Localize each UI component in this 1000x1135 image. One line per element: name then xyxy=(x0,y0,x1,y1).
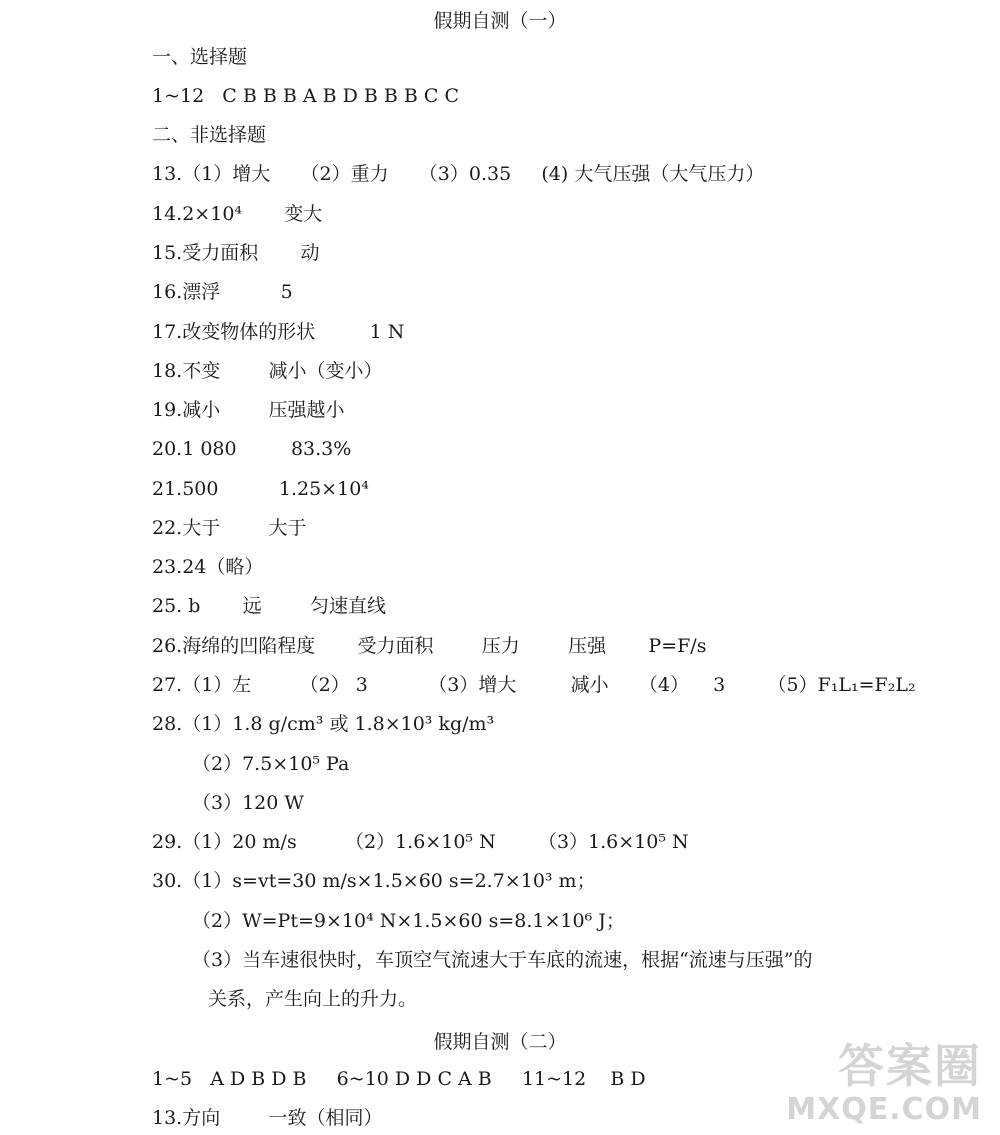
section2-title: 假期自测（二） xyxy=(433,1031,567,1053)
choice-answers: 1~12 C B B B A B D B B B C C xyxy=(152,85,460,107)
answer-line-25: 25. b 远 匀速直线 xyxy=(152,595,387,617)
answer-line-28-2: （2）7.5×10⁵ Pa xyxy=(192,753,350,775)
answer-line-20: 20.1 080 83.3% xyxy=(152,438,352,460)
watermark-logo: 答案圈 xyxy=(838,1039,982,1093)
answer-line-14: 14.2×10⁴ 变大 xyxy=(152,203,323,225)
answer-line-29: 29.（1）20 m/s （2）1.6×10⁵ N （3）1.6×10⁵ N xyxy=(152,831,689,853)
answer-line-28-3: （3）120 W xyxy=(192,792,304,814)
answer-line-26: 26.海绵的凹陷程度 受力面积 压力 压强 P=F/s xyxy=(152,635,707,657)
section2-choice-answers: 1~5 A D B D B 6~10 D D C A B 11~12 B D xyxy=(152,1068,646,1090)
section1-title: 假期自测（一） xyxy=(433,10,567,32)
answer-line-18: 18.不变 减小（变小） xyxy=(152,360,383,382)
answer-line-30-3-cont: 关系，产生向上的升力。 xyxy=(208,988,418,1010)
watermark xyxy=(786,1030,982,1127)
section2-answer-line-13: 13.方向 一致（相同） xyxy=(152,1107,383,1129)
answer-line-30-2: （2）W=Pt=9×10⁴ N×1.5×60 s=8.1×10⁶ J； xyxy=(192,910,625,932)
answer-line-27: 27.（1）左 （2） 3 （3）增大 减小 （4） 3 （5）F₁L₁=F₂L₂ xyxy=(152,674,916,696)
watermark-url: MXQE.COM xyxy=(786,1092,982,1127)
answer-line-23-24: 23.24（略） xyxy=(152,556,264,578)
answer-line-28: 28.（1）1.8 g/cm³ 或 1.8×10³ kg/m³ xyxy=(152,713,495,735)
answer-line-16: 16.漂浮 5 xyxy=(152,281,293,303)
choice-header: 一、选择题 xyxy=(152,46,248,68)
answer-line-15: 15.受力面积 动 xyxy=(152,242,320,264)
answer-line-22: 22.大于 大于 xyxy=(152,517,307,539)
answer-line-13: 13.（1）增大 （2）重力 （3）0.35 (4) 大气压强（大气压力） xyxy=(152,163,765,185)
answer-line-21: 21.500 1.25×10⁴ xyxy=(152,478,369,500)
answer-line-17: 17.改变物体的形状 1 N xyxy=(152,321,405,343)
nonchoice-header: 二、非选择题 xyxy=(152,124,267,146)
answer-line-30-3: （3）当车速很快时，车顶空气流速大于车底的流速，根据“流速与压强”的 xyxy=(192,949,813,971)
answer-line-30: 30.（1）s=vt=30 m/s×1.5×60 s=2.7×10³ m； xyxy=(152,870,596,892)
answer-line-19: 19.减小 压强越小 xyxy=(152,399,345,421)
